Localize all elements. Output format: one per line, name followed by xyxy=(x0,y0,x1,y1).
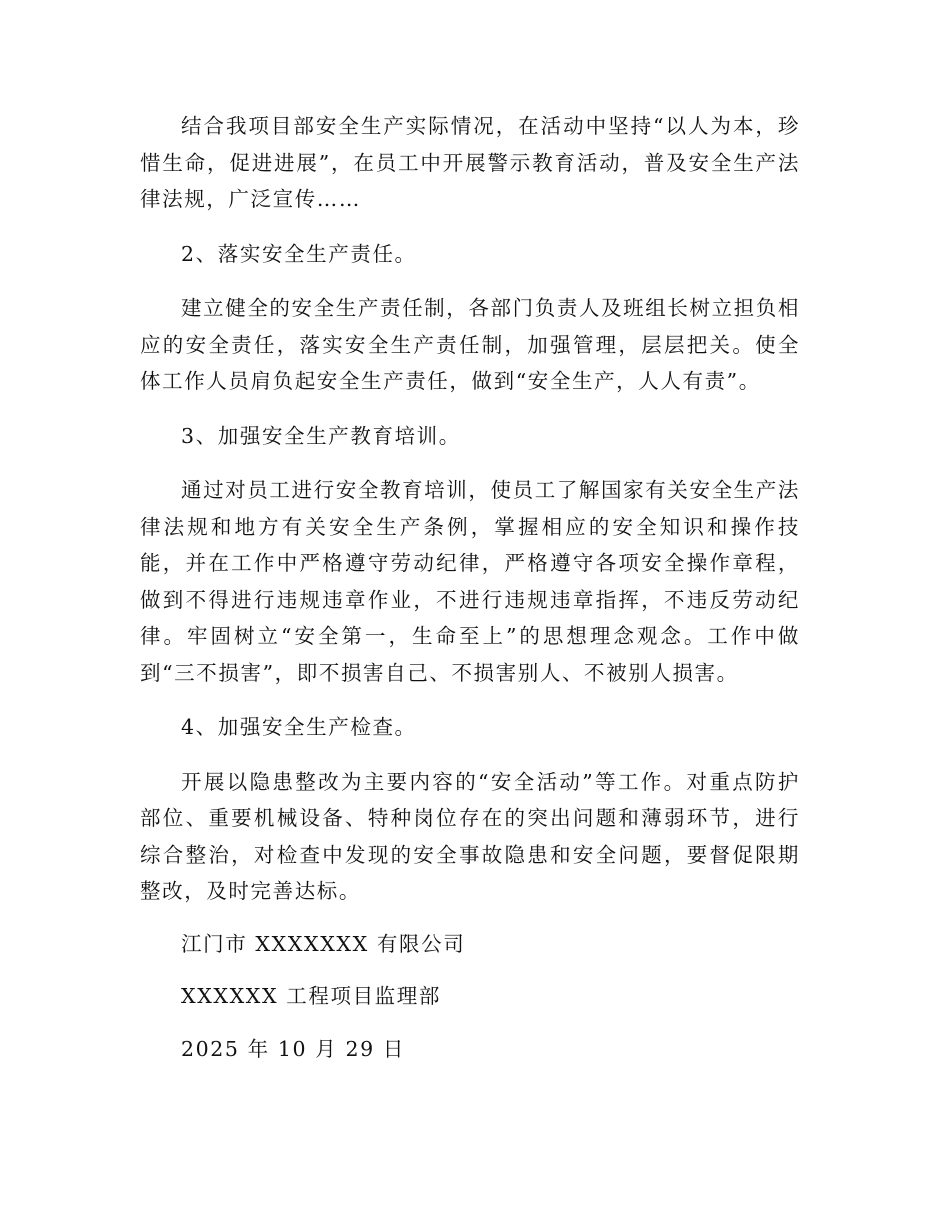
paragraph-inspection: 开展以隐患整改为主要内容的“安全活动”等工作。对重点防护部位、重要机械设备、特种岗位存在的突出问题和薄弱环节，进行综合整治，对检查中发现的安全事故隐患和安全问题，要督促限期整改，及时完善达标。 xyxy=(140,769,800,903)
paragraph-training: 通过对员工进行安全教育培训，使员工了解国家有关安全生产法律法规和地方有关安全生产条例，掌握相应的安全知识和操作技能，并在工作中严格遵守劳动纪律，严格遵守各项安全操作章程，做到不得进行违规违章作业，不进行违规违章指挥，不违反劳动纪律。牢固树立“安全第一，生命至上”的思想理念观念。工作中做到“三不损害”，即不损害自己、不损害别人、不被别人损害。 xyxy=(140,478,800,685)
signature-department: XXXXXX 工程项目监理部 xyxy=(181,984,441,1008)
paragraph-responsibility: 建立健全的安全生产责任制，各部门负责人及班组长树立担负相应的安全责任，落实安全生产责任制，加强管理，层层把关。使全体工作人员肩负起安全生产责任，做到“安全生产，人人有责”。 xyxy=(140,296,800,393)
section-heading-3: 3、加强安全生产教育培训。 xyxy=(181,423,461,448)
paragraph-intro: 结合我项目部安全生产实际情况，在活动中坚持“以人为本，珍惜生命，促进进展”，在员工中开展警示教育活动，普及安全生产法律法规，广泛宣传…… xyxy=(140,114,800,211)
section-heading-4: 4、加强安全生产检查。 xyxy=(181,715,417,739)
signature-company: 江门市 XXXXXXX 有限公司 xyxy=(181,931,466,956)
document-body xyxy=(140,108,800,1067)
section-heading-2: 2、落实安全生产责任。 xyxy=(181,241,417,266)
signature-date: 2025 年 10 月 29 日 xyxy=(181,1036,406,1061)
